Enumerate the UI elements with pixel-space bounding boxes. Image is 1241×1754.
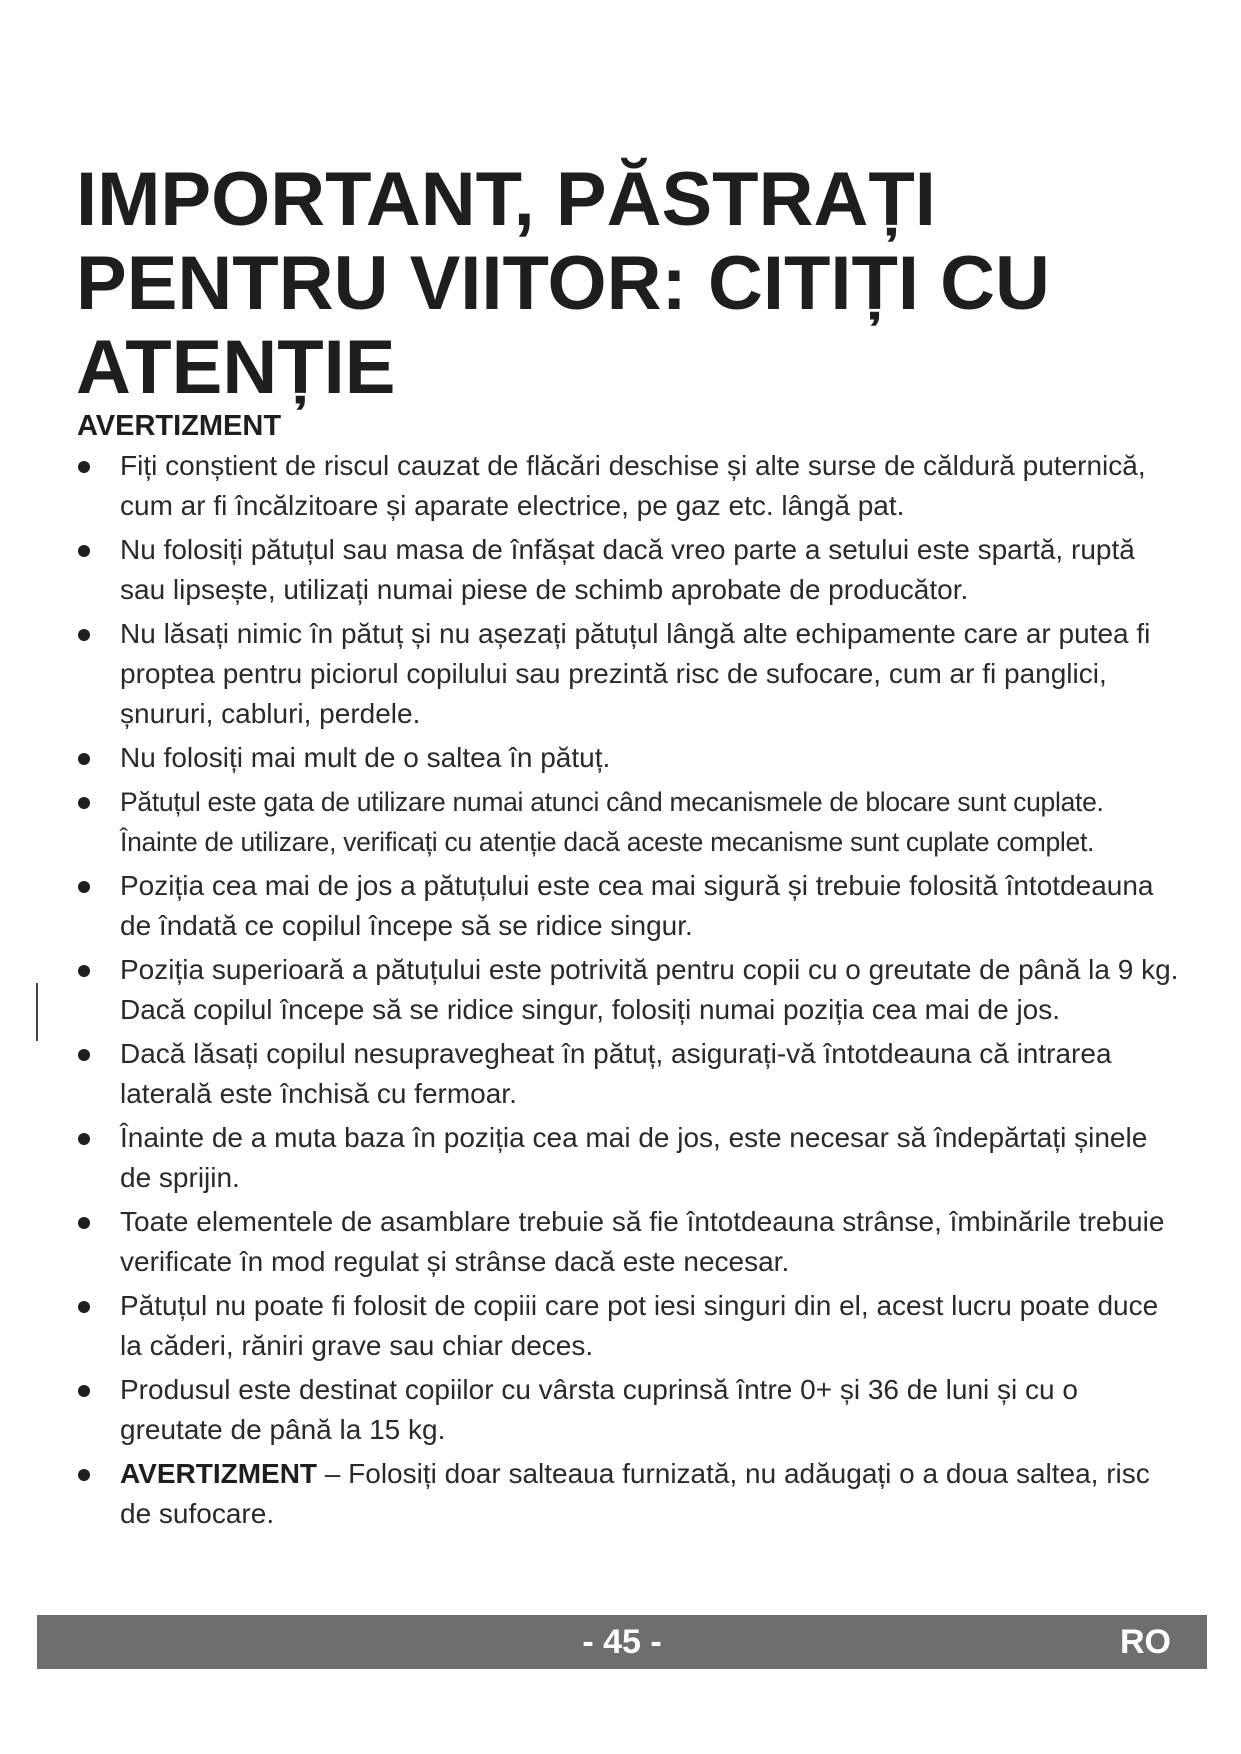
- list-item: [76, 1454, 1186, 1534]
- list-item-text: Toate elementele de asamblare trebuie să fie întotdeauna strânse, îmbinările trebuie verificate în mod regulat și strânse dacă este necesar.: [120, 1206, 1165, 1277]
- list-item: [76, 738, 1186, 778]
- list-item: [76, 1034, 1186, 1114]
- list-item: [76, 614, 1186, 734]
- bullet-icon: [78, 545, 90, 557]
- list-item: [76, 782, 1186, 862]
- list-item: [76, 530, 1186, 610]
- bullet-icon: [78, 1133, 90, 1145]
- page-title: [76, 158, 1176, 410]
- page-number: - 45 -: [582, 1623, 662, 1661]
- list-item: [76, 1370, 1186, 1450]
- list-item: [76, 950, 1186, 1030]
- page-footer: [37, 1615, 1207, 1669]
- bullet-icon: [78, 1469, 90, 1481]
- bullet-icon: [78, 881, 90, 893]
- list-item-text: Fiți conștient de riscul cauzat de flăcări deschise și alte surse de căldură puternică, cum ar fi încălzitoare și aparate electrice, pe gaz etc. lângă pat.: [120, 450, 1146, 521]
- list-item-text: Pătuțul este gata de utilizare numai atunci când mecanismele de blocare sunt cuplate. Înainte de utilizare, verificați cu atenție dacă aceste mecanisme sunt cuplate complet.: [120, 787, 1104, 857]
- list-item: [76, 1118, 1186, 1198]
- bullet-icon: [78, 1301, 90, 1313]
- bullet-icon: [78, 1385, 90, 1397]
- list-item-text: Poziția superioară a pătuțului este potrivită pentru copii cu o greutate de până la 9 kg. Dacă copilul începe să se ridice singur, folosiți numai poziția cea mai de jos.: [120, 954, 1179, 1025]
- list-item-text: Produsul este destinat copiilor cu vârsta cuprinsă între 0+ și 36 de luni și cu o greutate de până la 15 kg.: [120, 1374, 1078, 1445]
- bullet-icon: [78, 1049, 90, 1061]
- list-item: [76, 866, 1186, 946]
- list-item-text: – Folosiți doar salteaua furnizată, nu adăugați o a doua saltea, risc de sufocare.: [120, 1458, 1150, 1529]
- list-item: [76, 1286, 1186, 1366]
- title-line: ATENȚIE: [76, 325, 396, 410]
- list-item: [76, 446, 1186, 526]
- margin-mark: [36, 983, 38, 1041]
- bullet-icon: [78, 797, 90, 809]
- list-item: [76, 1202, 1186, 1282]
- warning-heading: AVERTIZMENT: [77, 410, 282, 442]
- warning-label: AVERTIZMENT: [120, 1458, 318, 1489]
- bullet-icon: [78, 965, 90, 977]
- warning-list: [76, 446, 1186, 1538]
- list-item-text: Poziția cea mai de jos a pătuțului este cea mai sigură și trebuie folosită întotdeauna de îndată ce copilul începe să se ridice singur.: [120, 870, 1154, 941]
- list-item-text: Dacă lăsați copilul nesupravegheat în pătuț, asigurați-vă întotdeauna că intrarea laterală este închisă cu fermoar.: [120, 1038, 1112, 1109]
- bullet-icon: [78, 753, 90, 765]
- title-line: PENTRU VIITOR: CITIȚI CU: [76, 241, 1050, 326]
- title-line: IMPORTANT, PĂSTRAȚI: [76, 157, 936, 242]
- list-item-text: Nu lăsați nimic în pătuț și nu așezați pătuțul lângă alte echipamente care ar putea fi proptea pentru piciorul copilului sau prezintă risc de sufocare, cum ar fi panglici, șnururi, cabluri, perdele.: [120, 618, 1151, 729]
- list-item-text: Nu folosiți pătuțul sau masa de înfășat dacă vreo parte a setului este spartă, ruptă sau lipsește, utilizați numai piese de schimb aprobate de producător.: [120, 534, 1135, 605]
- list-item-text: Pătuțul nu poate fi folosit de copiii care pot iesi singuri din el, acest lucru poate duce la căderi, răniri grave sau chiar deces.: [120, 1290, 1159, 1361]
- bullet-icon: [78, 629, 90, 641]
- bullet-icon: [78, 461, 90, 473]
- list-item-text: Înainte de a muta baza în poziția cea mai de jos, este necesar să îndepărtați șinele de sprijin.: [120, 1122, 1148, 1193]
- bullet-icon: [78, 1217, 90, 1229]
- language-code: RO: [1120, 1623, 1171, 1661]
- list-item-text: Nu folosiți mai mult de o saltea în pătuț.: [120, 742, 611, 773]
